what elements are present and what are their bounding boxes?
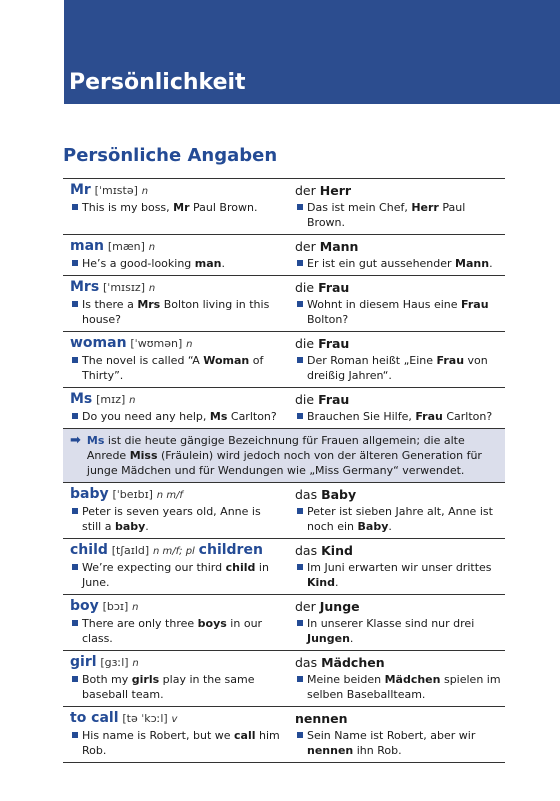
german-headword [295,238,505,255]
english-headword [70,279,287,296]
bullet-icon [297,204,303,210]
grammar-label: n [186,339,193,350]
example-segment: Paul Brown. [189,201,258,214]
chapter-title: Persönlichkeit [69,70,246,95]
example-segment: Der Roman heißt „Eine [307,354,437,367]
german-word: Mann [319,239,359,254]
german-example [295,200,505,230]
english-column [63,651,287,706]
example-segment: nennen [307,744,354,757]
german-word: Baby [321,487,357,502]
english-example-text [82,672,287,702]
vocab-entry [63,538,505,594]
example-segment: ihn Rob. [353,744,402,757]
bullet-icon [297,301,303,307]
german-article: die [295,392,319,407]
pronunciation: [ˈmɪstə] [94,184,138,197]
english-word: to call [70,710,119,726]
example-segment: . [349,632,354,645]
german-word: Frau [318,336,350,351]
note-text-1: ist die heute gängige Bezeichnung für Frauen allgemein; die alte Anrede [86,434,465,462]
usage-note-text [87,433,499,478]
example-segment: Baby [357,520,389,533]
vocab-entry [63,178,505,234]
plural-form: children [198,542,263,558]
pronunciation: [tʃaɪld] [111,544,150,557]
grammar-label: n [141,186,149,197]
german-word: Herr [319,183,352,198]
german-example-text [307,560,505,590]
english-column [63,595,287,650]
bullet-icon [297,260,303,266]
german-word: Kind [321,543,353,558]
bullet-icon [72,732,78,738]
example-segment: This is my boss, [82,201,174,214]
english-headword [70,486,287,503]
german-example [295,616,505,646]
german-example [295,728,505,758]
english-example [70,256,287,271]
english-headword [70,542,287,559]
german-article: die [295,336,319,351]
example-segment: Do you need any help, [82,410,210,423]
german-article: der [295,599,320,614]
german-column [287,332,505,387]
bullet-icon [72,564,78,570]
pronunciation: [gɜːl] [100,656,129,669]
vocab-entry [63,594,505,650]
english-example [70,297,287,327]
example-segment: Mädchen [384,673,441,686]
example-segment: Jungen [307,632,350,645]
english-word: Ms [70,391,93,407]
german-column [287,388,505,428]
german-article: der [295,239,320,254]
english-example [70,504,287,534]
arrow-icon: ➡ [70,433,81,448]
german-column [287,539,505,594]
german-example [295,504,505,534]
german-headword [295,710,505,727]
vocab-entry [63,387,505,428]
german-headword [295,279,505,296]
example-segment: Woman [203,354,250,367]
german-example-text [307,200,505,230]
example-segment: Paul Brown. [307,201,466,229]
german-example-text [307,672,505,702]
example-segment: There are only three [82,617,198,630]
example-segment: baby [114,520,146,533]
english-example [70,200,287,215]
german-article: die [295,280,319,295]
german-word: nennen [295,711,348,726]
example-segment: Carlton? [227,410,277,423]
bullet-icon [72,676,78,682]
german-word: Junge [319,599,360,614]
german-example-text [307,409,505,424]
german-example [295,409,505,424]
german-example [295,560,505,590]
german-example [295,353,505,383]
example-segment: . [145,520,149,533]
bullet-icon [72,204,78,210]
bullet-icon [72,357,78,363]
grammar-label: n [132,602,139,613]
german-example [295,672,505,702]
example-segment: Peter is seven years old, Anne is still a [82,505,261,533]
bullet-icon [297,620,303,626]
english-headword [70,238,287,255]
vocabulary-table [63,178,505,763]
example-segment: Frau [415,410,443,423]
english-column [63,276,287,331]
german-headword [295,654,505,671]
vocab-entry [63,650,505,706]
example-segment: von dreißig Jahren“. [307,354,488,382]
grammar-label: n [129,395,136,406]
german-example-text [307,353,505,383]
english-example [70,672,287,702]
german-word: Mädchen [321,655,385,670]
example-segment: boys [197,617,227,630]
german-headword [295,486,505,503]
german-example [295,297,505,327]
bottom-rule [63,762,505,763]
example-segment: He’s a good-looking [82,257,195,270]
example-segment: play in the same baseball team. [82,673,255,701]
german-word: Frau [318,280,350,295]
german-column [287,235,505,275]
english-example-text [82,353,287,383]
english-word: Mr [70,182,91,198]
english-headword [70,654,287,671]
english-word: child [70,542,108,558]
english-example-text [82,616,287,646]
english-word: girl [70,654,97,670]
german-column [287,179,505,234]
english-example-text [82,256,287,271]
bullet-icon [72,508,78,514]
english-example [70,409,287,424]
english-example-text [82,297,287,327]
english-word: man [70,238,105,254]
example-segment: Brauchen Sie Hilfe, [307,410,416,423]
grammar-label: n [132,658,139,669]
example-segment: Kind [307,576,335,589]
german-column [287,595,505,650]
english-headword [70,710,287,727]
bullet-icon [297,508,303,514]
example-segment: Bolton living in this house? [82,298,270,326]
german-headword [295,598,505,615]
pronunciation: [mæn] [107,240,145,253]
pronunciation: [ˈwʊmən] [130,337,183,350]
example-segment: Mr [173,201,190,214]
vocab-entry [63,482,505,538]
german-article: das [295,487,322,502]
english-word: baby [70,486,109,502]
english-example-text [82,504,287,534]
english-example [70,353,287,383]
example-segment: Bolton? [307,313,349,326]
english-column [63,235,287,275]
english-headword [70,391,287,408]
example-segment: in our class. [82,617,263,645]
bullet-icon [297,676,303,682]
example-segment: . [335,576,339,589]
german-article: das [295,655,322,670]
example-segment: Im Juni erwarten wir unser drittes [307,561,492,574]
example-segment: man [194,257,222,270]
english-column [63,539,287,594]
vocab-entry [63,234,505,275]
english-column [63,707,287,762]
pronunciation: [ˈbeɪbɪ] [112,488,153,501]
bullet-icon [72,260,78,266]
english-word: Mrs [70,279,100,295]
english-word: woman [70,335,127,351]
german-headword [295,335,505,352]
example-segment: Mann [455,257,490,270]
example-segment: Er ist ein gut aussehender [307,257,456,270]
bullet-icon [72,413,78,419]
example-segment: Wohnt in diesem Haus eine [307,298,462,311]
note-text-2: (Fräulein) wird jedoch noch von der älteren Generation für junge Mädchen und für Wendungen wie „Miss Germany“ verwendet. [86,449,482,477]
bullet-icon [297,413,303,419]
vocab-entry [63,706,505,762]
example-segment: of Thirty”. [82,354,264,382]
german-column [287,483,505,538]
english-column [63,388,287,428]
example-segment: in June. [82,561,269,589]
bullet-icon [72,301,78,307]
german-headword [295,182,505,199]
note-term-miss: Miss [129,449,158,462]
english-column [63,332,287,387]
bullet-icon [297,564,303,570]
pronunciation: [ˈmɪsɪz] [103,281,146,294]
german-example-text [307,728,505,758]
english-headword [70,598,287,615]
english-example-text [82,200,287,215]
grammar-label: n m/f; pl [153,546,195,557]
example-segment: Herr [411,201,439,214]
grammar-label: n m/f [156,490,183,501]
german-column [287,707,505,762]
example-segment: We’re expecting our third [82,561,226,574]
vocab-entry [63,331,505,387]
german-headword [295,542,505,559]
section-title: Persönliche Angaben [63,145,278,166]
example-segment: child [225,561,256,574]
german-word: Frau [318,392,350,407]
example-segment: Mrs [137,298,161,311]
grammar-label: n [148,283,156,294]
example-segment: spielen im selben Baseballteam. [307,673,501,701]
english-column [63,179,287,234]
example-segment: . [221,257,226,270]
example-segment: Frau [436,354,465,367]
english-example [70,728,287,758]
example-segment: girls [131,673,160,686]
german-example-text [307,297,505,327]
grammar-label: n [148,242,156,253]
pronunciation: [bɔɪ] [102,600,129,613]
english-example-text [82,728,287,758]
german-example [295,256,505,271]
example-segment: . [489,257,493,270]
english-example [70,560,287,590]
example-segment: Is there a [82,298,138,311]
vocabulary-group-b [63,482,505,762]
note-term-ms: Ms [86,434,105,447]
vocab-entry [63,275,505,331]
english-column [63,483,287,538]
pronunciation: [mɪz] [96,393,126,406]
example-segment: Sein Name ist Robert, aber wir [307,729,476,742]
example-segment: him Rob. [82,729,280,757]
chapter-banner [64,0,560,104]
english-headword [70,182,287,199]
german-article: der [295,183,320,198]
german-example-text [307,504,505,534]
german-example-text [307,256,505,271]
example-segment: Das ist mein Chef, [307,201,412,214]
grammar-label: v [171,714,178,725]
example-segment: In unserer Klasse sind nur drei [307,617,475,630]
bullet-icon [297,732,303,738]
bullet-icon [297,357,303,363]
example-segment: Carlton? [442,410,493,423]
example-segment: Both my [82,673,132,686]
example-segment: Frau [461,298,489,311]
vocabulary-group-a [63,178,505,428]
english-headword [70,335,287,352]
example-segment: Ms [209,410,228,423]
example-segment: call [234,729,256,742]
example-segment: Meine beiden [307,673,385,686]
german-headword [295,391,505,408]
english-example-text [82,560,287,590]
example-segment: His name is Robert, but we [82,729,235,742]
german-example-text [307,616,505,646]
german-article: das [295,543,322,558]
pronunciation: [tə ˈkɔːl] [122,712,168,725]
german-column [287,276,505,331]
english-word: boy [70,598,99,614]
bullet-icon [72,620,78,626]
example-segment: . [388,520,392,533]
example-segment: Peter ist sieben Jahre alt, Anne ist noch ein [307,505,493,533]
german-column [287,651,505,706]
english-example [70,616,287,646]
english-example-text [82,409,287,424]
usage-note [63,428,505,482]
example-segment: The novel is called “A [82,354,204,367]
